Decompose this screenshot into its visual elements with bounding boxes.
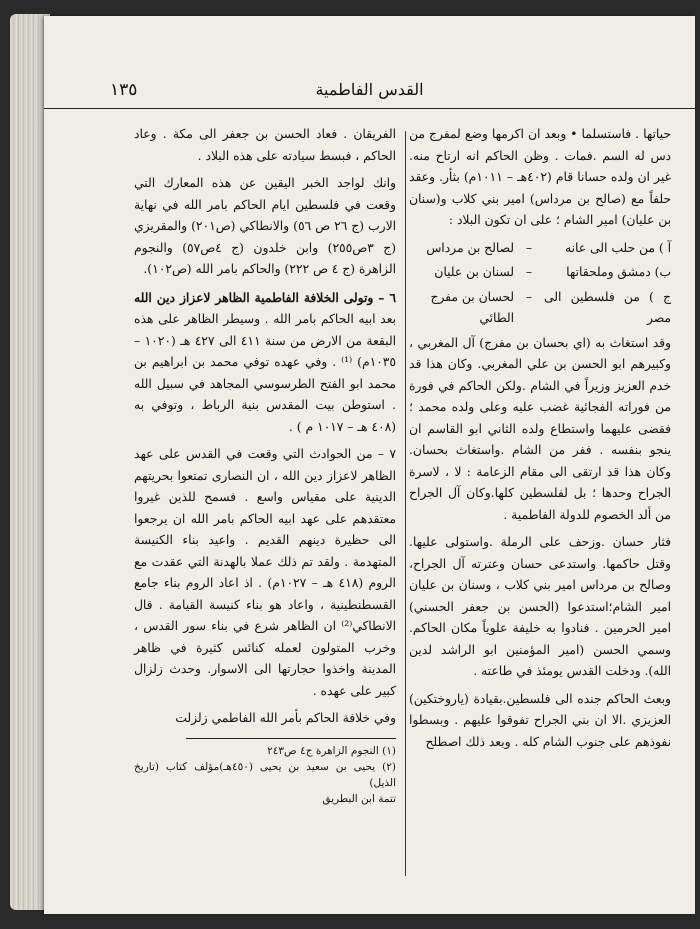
paragraph: ٧ – من الحوادث التي وقعت في القدس على عهد الظاهر لاعزاز دين الله ، ان النصارى تمتعوا بحريتهم الدينية على مقياس واسع . فسمح للذين غيروا معتقدهم على عهد ابيه الحاكم بامر الله ان يرجعوا الى حظيرة دينهم القديم . واعيد بناء الكنيسة المتهدمة . ولقد تم ذلك عملا بالهدنة التي عقدت مع الروم (٤١٨ هـ – ١٠٢٧م) . اذ اعاد الروم بناء جامع القسطنطينية ، واعاد هو بناء كنيسة القيامة . قال الانطاكي⁽²⁾ ان الظاهر شرع في بناء سور القدس ، وخرب المتولون لعمله كنائس كثيرة في ظاهر المدينة واخذوا حجارتها الى الاسوار. وحدث زلزال كبير على عهده . xyxy=(134,447,396,698)
list-item xyxy=(409,262,671,284)
footnote-rule xyxy=(186,738,396,739)
paragraph: فثار حسان .وزحف على الرملة .واستولى عليها. وقتل حاكمها. واستدعى حسان وعترته آل الجراح، وصالح بن مرداس امير بني كلاب ، وسنان بن عليان امير الشام؛استدعوا (الحسن بن جعفر الحسني) امير الحرمين . فنادوا به خليفة علوياً مكان الحاكم. وسمي الحسن (امير المؤمنين ابو الراشد لدين الله). ودخلت القدس يومئذ في طاعته . xyxy=(409,535,671,678)
book-page xyxy=(44,16,695,914)
paragraph: وقد استغاث به (اي بحسان بن مفرج) آل المغربي ، وكبيرهم ابو الحسن بن علي المغربي. وكان هذا قد خدم العزيز وزيراً في الشام .ولكن الحاكم في فورة من فوراته الفجائية غضب عليه وعلى ولده محمد ؛ فقضى عليهما واستطاع ولده الثاني ابو القاسم ان ينجو بنفسه . ففر من الشام .واستغاث بحسان. وكان هذا قد ارتقى الى مقام الزعامة : لا ، لاسرة الجراح وحدها ؛ بل لفلسطين كلها.وكان آل الجراح من ألد الخصوم للدولة الفاطمية . xyxy=(409,335,671,522)
paragraph-text: بعد ابيه الحاكم بامر الله . وسيطر الظاهر على هذه البقعة من الارض من سنة ٤١١ الى ٤٢٧ هـ (١٠٢٠ – ١٠٣٥م) ⁽¹⁾ . وفي عهده توفي محمد بن ابراهيم بن محمد ابو الفتح الطرسوسي المجاهد في سبيل الله . استوطن بيت المقدس بنية الرباط ، وتوفي به (٤٠٨ هـ – ١٠١٧ م ) . xyxy=(134,312,397,434)
list-item-right: لصالح بن مرداس xyxy=(426,240,514,255)
list-item-left: ب) دمشق وملحقاتها xyxy=(566,265,671,279)
paragraph: وانك لواجد الخبر اليقين عن هذه المعارك التي وقعت في فلسطين ايام الحاكم بامر الله في نهاية الارب (ج ٢٦ ص ٥٦) والانطاكي (ص٢٠١) والمقريزي (ج ٣ص٢٥٥) وابن خلدون (ج ٤ص٥٧) والنجوم الزاهرة (ج ٤ ص ٢٢٢) والحاكم بامر الله (ص١٠٢). xyxy=(134,176,396,276)
list-item-left: ج ) من فلسطين الى مصر xyxy=(544,289,671,325)
left-column xyxy=(134,124,396,807)
list-item-right: لسنان بن عليان xyxy=(434,265,514,279)
list-item-right: لحسان بن مفرج الطائي xyxy=(430,289,514,325)
list-item xyxy=(409,287,671,330)
footnote: (١) النجوم الزاهرة ج٤ ص٢٤٣ xyxy=(267,744,396,757)
section-heading: ٦ – وتولى الخلافة الفاطمية الظاهر لاعزاز دين الله xyxy=(134,289,396,305)
list-item-left: آ ) من حلب الى عانه xyxy=(565,240,671,255)
paragraph: الفريقان . فعاد الحسن بن جعفر الى مكة . وعاد الحاكم ، فبسط سيادته على هذه البلاد . xyxy=(134,127,396,163)
footnote: (٢) يحيى بن سعيد بن يحيى (٤٥٠هـ)مؤلف كتاب (تاريخ الذيل) xyxy=(134,760,396,789)
list-item xyxy=(409,238,671,260)
right-column xyxy=(409,124,671,759)
footnote: تتمة ابن البطريق xyxy=(322,792,396,805)
paragraph xyxy=(134,287,396,439)
paragraph: وفي خلافة الحاكم بأمر الله الفاطمي زلزلت xyxy=(175,711,396,725)
alliance-list xyxy=(409,238,671,330)
list-dash: – xyxy=(525,265,533,279)
paragraph: حياتها . فاستسلما • وبعد ان اكرمها وضع لمفرج من دس له السم .فمات . وظن الحاكم انه ارتاح منه. غير ان ولده حسانا قام (٤٠٢هـ – ١٠١١م) بثأر. وعقد حلفاً مع (صالح بن مرداس) امير بني كلاب و(سنان بن عليان) امير الشام ؛ على ان تكون البلاد : xyxy=(409,127,671,227)
page-header xyxy=(44,78,695,109)
paragraph: وبعث الحاكم جنده الى فلسطين.بقيادة (ياروختكين) العزيزي .الا ان بني الجراح تفوقوا عليهم . وبسطوا نفوذهم على جنوب الشام كله . وبعد ذلك اصطلح xyxy=(409,691,671,749)
list-dash: – xyxy=(525,289,533,304)
running-head: القدس الفاطمية xyxy=(315,80,424,99)
list-dash: – xyxy=(525,240,533,255)
column-divider xyxy=(405,131,406,876)
page-number: ١٣٥ xyxy=(110,80,138,100)
